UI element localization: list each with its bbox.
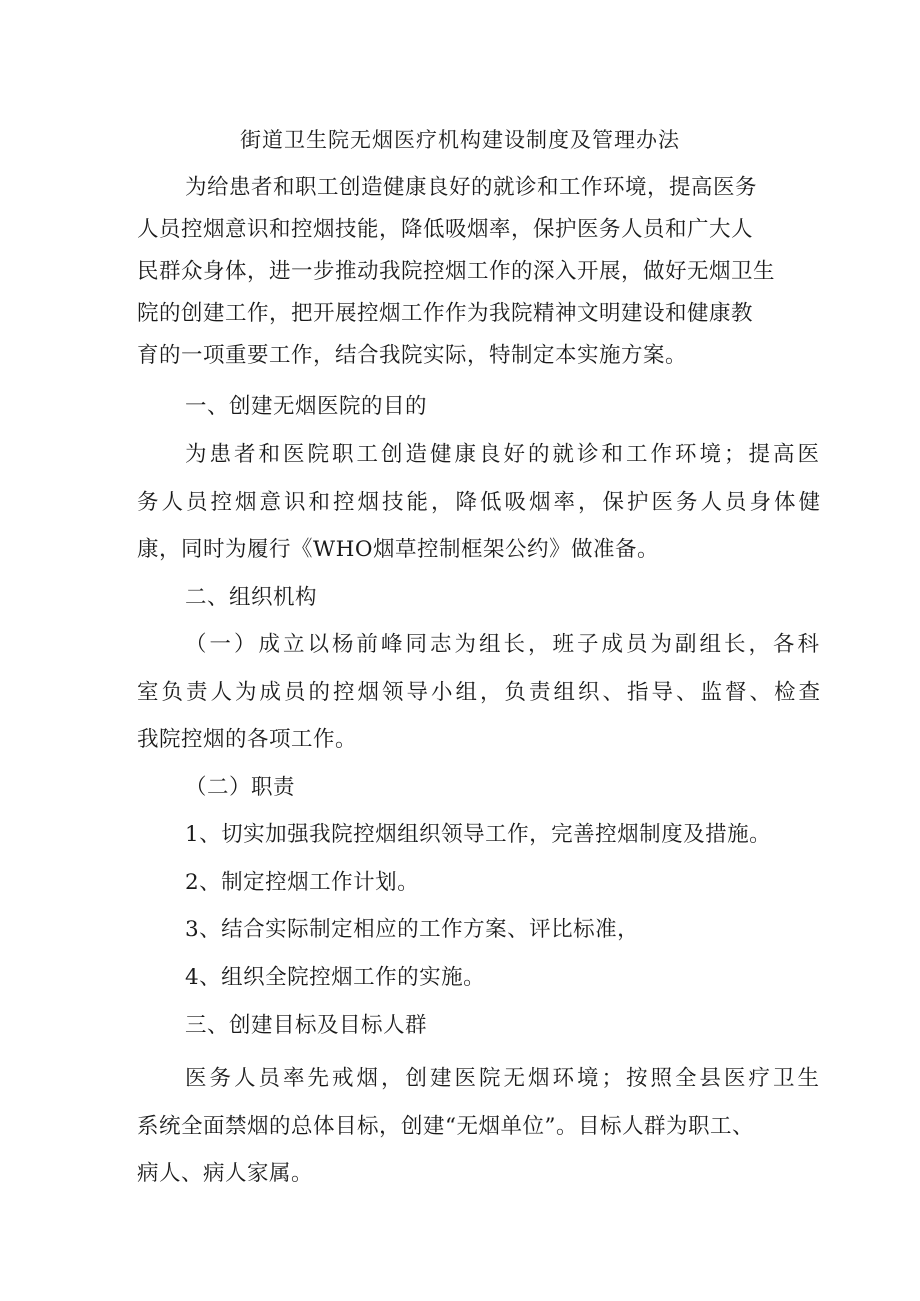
- paragraph-line: 民群众身体，进一步推动我院控烟工作的深入开展，做好无烟卫生: [137, 259, 776, 284]
- paragraph-line: 我院控烟的各项工作。: [137, 727, 358, 752]
- paragraph-line: 康，同时为履行《WHO烟草控制框架公约》做准备。: [137, 537, 659, 562]
- section-heading: 二、组织机构: [185, 585, 318, 610]
- section-heading: 一、创建无烟医院的目的: [185, 394, 428, 419]
- paragraph-line: 室负责人为成员的控烟领导小组，负责组织、指导、监督、检查: [137, 680, 824, 705]
- paragraph-line: 为患者和医院职工创造健康良好的就诊和工作环境；提高医: [185, 442, 823, 467]
- paragraph-line: 系统全面禁烟的总体目标，创建“无烟单位”。目标人群为职工、: [137, 1114, 754, 1139]
- paragraph-line: 院的创建工作，把开展控烟工作作为我院精神文明建设和健康教: [137, 301, 754, 326]
- paragraph-line: （一）成立以杨前峰同志为组长，班子成员为副组长，各科: [185, 632, 823, 657]
- list-item: 4、组织全院控烟工作的实施。: [185, 965, 486, 990]
- list-item: 3、结合实际制定相应的工作方案、评比标准，: [185, 917, 640, 942]
- document-title: 街道卫生院无烟医疗机构建设制度及管理办法: [240, 128, 680, 152]
- paragraph-line: 务人员控烟意识和控烟技能，降低吸烟率，保护医务人员身体健: [137, 490, 824, 515]
- list-item: 2、制定控烟工作计划。: [185, 870, 420, 895]
- list-item: 1、切实加强我院控烟组织领导工作，完善控烟制度及措施。: [185, 822, 772, 847]
- paragraph-line: 育的一项重要工作，结合我院实际，特制定本实施方案。: [137, 343, 688, 368]
- paragraph-line: 医务人员率先戒烟，创建医院无烟环境；按照全县医疗卫生: [185, 1066, 823, 1091]
- subsection-heading: （二）职责: [185, 775, 296, 800]
- paragraph-line: 病人、病人家属。: [137, 1161, 314, 1186]
- paragraph-line: 人员控烟意识和控烟技能，降低吸烟率，保护医务人员和广大人: [137, 217, 754, 242]
- section-heading: 三、创建目标及目标人群: [185, 1013, 428, 1038]
- paragraph-line: 为给患者和职工创造健康良好的就诊和工作环境，提高医务: [185, 175, 758, 200]
